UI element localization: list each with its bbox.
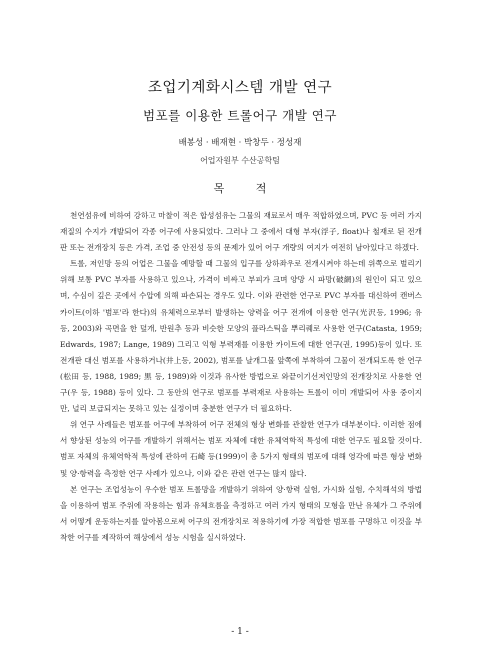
author-list: 배봉성 · 배재현 · 박창두 · 정성재 — [178, 138, 302, 148]
document-title: 조업기계화시스템 개발 연구 — [147, 80, 333, 96]
paragraph-3: 위 연구 사례들은 범포를 어구에 부착하여 어구 전체의 형상 변화를 관찰한 연구가 대부분이다. 이러한 점에서 향상된 성능의 어구를 개발하기 위해서는 범포 자체에 대한 유체역학적 특성에 대한 연구도 필요할 것이다. 범포 자체의 유체역학적 특성에 관하여 石崎 등(1999)이 총 5가지 형태의 범포에 대해 영각에 따른 형상 변화 및 양·항력을 측정한 연구 사례가 있으나, 이와 같은 관련 연구는 많지 않다. — [60, 420, 422, 478]
paragraph-1: 천연섬유에 비하여 강하고 마찰이 적은 합성섬유는 그물의 재료로서 매우 적합하였으며, PVC 등 여러 가지 재질의 수지가 개발되어 각종 어구에 사용되었다. 그러나 그 중에서 대형 부자(浮子, float)나 철재로 된 전개판 또는 전개장치 등은 가격, 조업 중 안전성 등의 문제가 있어 어구 개량의 여지가 여전히 남아있다고 하겠다. — [60, 211, 422, 253]
page-number: - 1 - — [231, 627, 249, 637]
paragraph-2: 트롤, 저인망 등의 어업은 그물을 예망할 때 그물의 입구를 상하좌우로 전개시켜야 하는데 위쪽으로 벌리기 위해 보통 PVC 부자를 사용하고 있으나, 가격이 비싸고 부피가 크며 양망 시 파망(破網)의 원인이 되고 있으며, 수심이 깊은 곳에서 수압에 의해 파손되는 경우도 있다. 이와 관련한 연구로 PVC 부자를 대신하여 캔버스 카이트(이하 '범포'라 한다)의 유체력으로부터 발생하는 양력을 어구 전개에 이용한 연구(光沢등, 1996; 유 등, 2003)와 곡면을 한 덮개, 반원추 등과 비슷한 모양의 플라스틱을 뿌리퀘로 사용한 연구(Catasta, 1959; Edwards, 1987; Lange, 1989) 그리고 익형 부력재를 이용한 카이트에 대한 연구(권, 1995)등이 있다. 또 전개판 대신 범포를 사용하거나(井上등, 2002), 범포를 날개그물 앞쪽에 부착하여 그물이 전개되도록 한 연구(松田 등, 1988, 1989; 黒 등, 1989)와 이것과 유사한 방법으로 와끝이기선저인망의 전개장치로 사용한 연구(우 등, 1988) 등이 있다. 그 동안의 연구로 범포를 부력재로 사용하는 트롤이 이미 개발되어 사용 중이지만, 널리 보급되지는 못하고 있는 실정이며 충분한 연구가 더 필요하다. — [60, 259, 422, 414]
affiliation: 어업자원부 수산공학팀 — [200, 156, 280, 165]
document-subtitle: 범포를 이용한 트롤어구 개발 연구 — [143, 108, 337, 123]
section-heading: 목 적 — [213, 182, 281, 195]
paragraph-4: 본 연구는 조업성능이 우수한 범포 트롤망을 개발하기 위하여 양·항력 실험, 가시화 실험, 수치해석의 방법을 이용하여 범포 주위에 작용하는 힘과 유체흐름을 측정하고 여러 가지 형태의 모형을 만난 유체가 그 주위에서 어떻게 운동하는지를 알아봄으로써 어구의 전개장치로 적용하기에 가장 적합한 범포를 구명하고 이것을 부착한 어구를 제작하여 해상에서 성능 시험을 실시하였다. — [60, 484, 422, 542]
body-text — [60, 208, 422, 546]
